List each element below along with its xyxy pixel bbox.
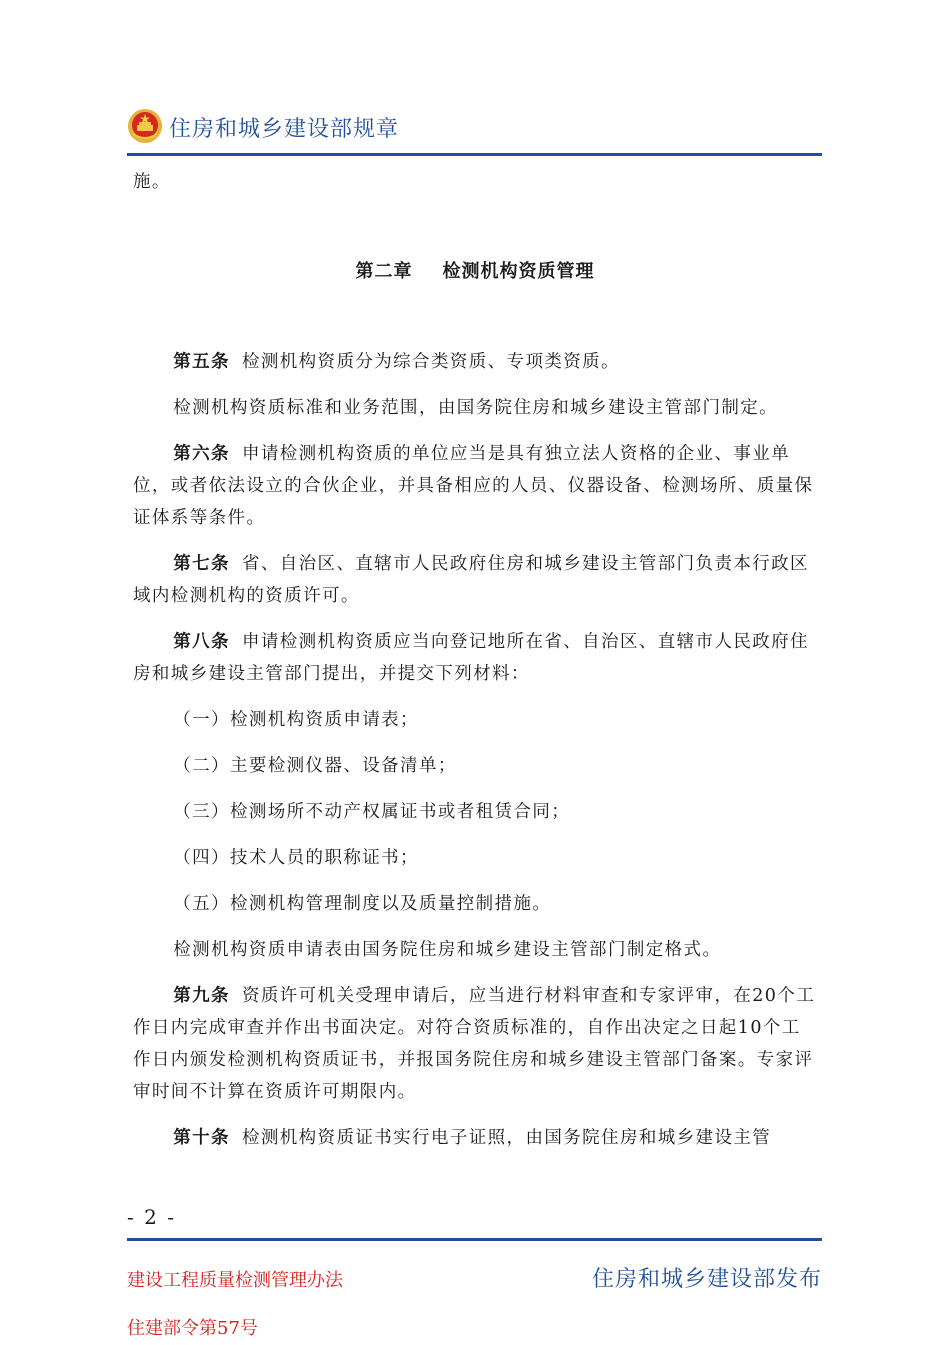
list-item: （四）技术人员的职称证书；: [173, 848, 419, 868]
footer-doc-title: 建设工程质量检测管理办法: [127, 1270, 343, 1291]
chapter-heading: [133, 256, 817, 288]
article-text: 申请检测机构资质的单位应当是具有独立法人资格的企业、事业单位，或者依法设立的合伙企业，并具备相应的人员、仪器设备、检测场所、质量保证体系等条件。: [133, 444, 814, 528]
list-item: （一）检测机构资质申请表；: [173, 710, 419, 730]
footer-divider: [127, 1238, 822, 1241]
paragraph-text: 检测机构资质申请表由国务院住房和城乡建设主管部门制定格式。: [173, 940, 722, 960]
article-paragraph: [133, 980, 817, 1108]
chapter-title: 检测机构资质管理: [442, 261, 595, 282]
continuation-text: 施。: [133, 172, 171, 192]
footer-publisher: 住房和城乡建设部发布: [591, 1267, 822, 1292]
article-paragraph: [133, 346, 817, 378]
paragraph-text: 检测机构资质标准和业务范围，由国务院住房和城乡建设主管部门制定。: [173, 398, 779, 418]
article-label: 第九条: [173, 986, 230, 1006]
article-paragraph: [133, 548, 817, 612]
page-header: [127, 104, 822, 156]
footer-order-number: 住建部令第57号: [127, 1318, 258, 1339]
article-label: 第五条: [173, 352, 230, 372]
header-title: 住房和城乡建设部规章: [169, 117, 400, 142]
paragraph: [133, 392, 817, 424]
article-text: 申请检测机构资质应当向登记地所在省、自治区、直辖市人民政府住房和城乡建设主管部门提出，并提交下列材料：: [133, 632, 809, 684]
article-text: 检测机构资质证书实行电子证照，由国务院住房和城乡建设主管: [241, 1128, 772, 1148]
article-label: 第六条: [173, 444, 230, 464]
page-number: - 2 -: [127, 1205, 176, 1229]
document-body: [133, 166, 817, 1168]
article-label: 第十条: [173, 1128, 230, 1148]
chapter-number: 第二章: [355, 261, 413, 282]
article-paragraph: [133, 1122, 817, 1154]
national-emblem-icon: [127, 108, 163, 144]
article-text: 检测机构资质分为综合类资质、专项类资质。: [241, 352, 620, 372]
article-label: 第七条: [173, 554, 230, 574]
article-text: 省、自治区、直辖市人民政府住房和城乡建设主管部门负责本行政区域内检测机构的资质许可。: [133, 554, 809, 606]
paragraph: [133, 934, 817, 966]
list-item: （五）检测机构管理制度以及质量控制措施。: [173, 894, 552, 914]
list-item: （二）主要检测仪器、设备清单；: [173, 756, 457, 776]
list-item: （三）检测场所不动产权属证书或者租赁合同；: [173, 802, 571, 822]
header-divider: [127, 153, 822, 156]
article-label: 第八条: [173, 632, 230, 652]
article-text: 资质许可机关受理申请后，应当进行材料审查和专家评审，在20个工作日内完成审查并作出书面决定。对符合资质标准的，自作出决定之日起10个工作日内颁发检测机构资质证书，并报国务院住房和城乡建设主管部门备案。专家评审时间不计算在资质许可期限内。: [133, 986, 816, 1102]
article-paragraph: [133, 438, 817, 534]
article-paragraph: [133, 626, 817, 690]
